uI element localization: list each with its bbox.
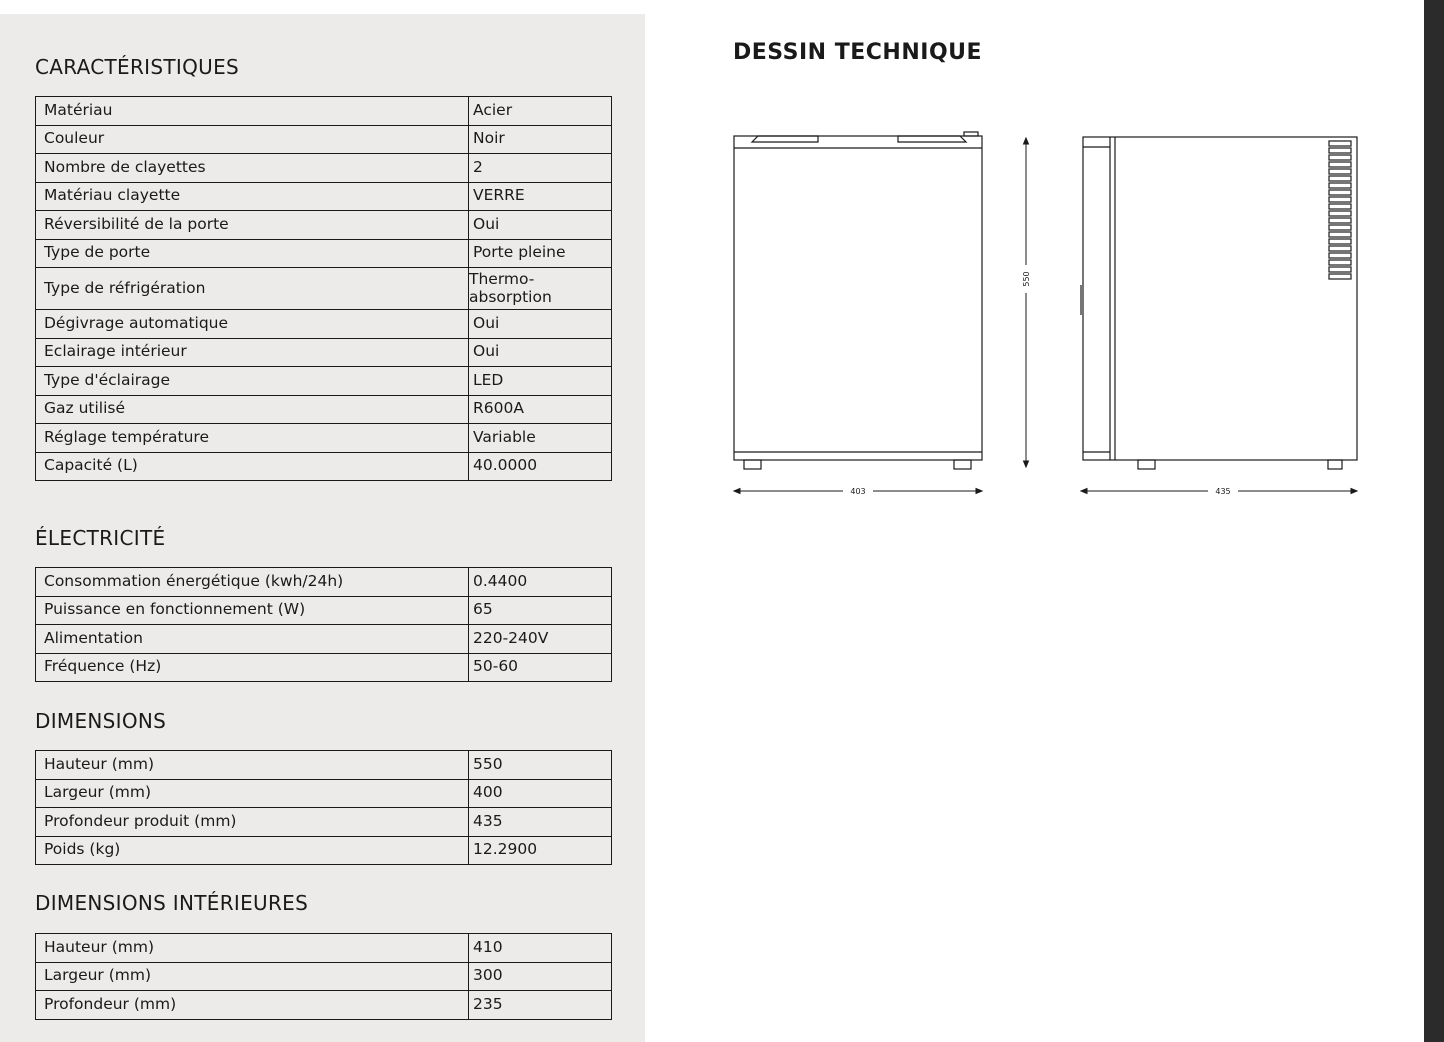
front-foot-right: [954, 460, 971, 469]
table-row: [36, 934, 612, 963]
spec-value: VERRE: [469, 182, 612, 211]
table-row: [36, 268, 612, 310]
spec-label: Hauteur (mm): [36, 934, 469, 963]
table-row: [36, 97, 612, 126]
spec-value: Oui: [469, 211, 612, 240]
spec-label: Matériau clayette: [36, 182, 469, 211]
height-dimension-label: 550: [1022, 271, 1031, 287]
spec-label: Capacité (L): [36, 452, 469, 481]
spec-label: Consommation énergétique (kwh/24h): [36, 568, 469, 597]
spec-value: 50-60: [469, 653, 612, 682]
spec-value: 550: [469, 751, 612, 780]
table-row: [36, 568, 612, 597]
spec-label: Hauteur (mm): [36, 751, 469, 780]
technical-drawing: [720, 120, 1370, 510]
width-dimension-label: 403: [850, 487, 866, 496]
table-row: [36, 338, 612, 367]
section-title-dimensions: DIMENSIONS: [35, 709, 167, 733]
spec-label: Réversibilité de la porte: [36, 211, 469, 240]
caracteristiques-table: [35, 96, 612, 481]
front-body: [734, 136, 982, 460]
table-row: [36, 395, 612, 424]
spec-value: 400: [469, 779, 612, 808]
spec-label: Couleur: [36, 125, 469, 154]
table-row: [36, 596, 612, 625]
table-row: [36, 452, 612, 481]
spec-label: Eclairage intérieur: [36, 338, 469, 367]
table-row: [36, 808, 612, 837]
table-row: [36, 991, 612, 1020]
table-row: [36, 182, 612, 211]
front-view: [734, 132, 982, 469]
spec-value: 65: [469, 596, 612, 625]
table-row: [36, 424, 612, 453]
spec-label: Type de porte: [36, 239, 469, 268]
table-row: [36, 211, 612, 240]
spec-value: 2: [469, 154, 612, 183]
table-row: [36, 653, 612, 682]
spec-label: Type d'éclairage: [36, 367, 469, 396]
table-row: [36, 751, 612, 780]
dimensions-table: [35, 750, 612, 865]
spec-value: 12.2900: [469, 836, 612, 865]
electricite-table: [35, 567, 612, 682]
spec-label: Réglage température: [36, 424, 469, 453]
spec-value: R600A: [469, 395, 612, 424]
spec-label: Largeur (mm): [36, 962, 469, 991]
table-row: [36, 310, 612, 339]
side-body: [1083, 137, 1357, 460]
drawing-title: DESSIN TECHNIQUE: [733, 40, 983, 65]
table-row: [36, 779, 612, 808]
front-foot-left: [744, 460, 761, 469]
dimensions-interieures-table: [35, 933, 612, 1020]
front-handle-left: [752, 136, 818, 142]
table-row: [36, 154, 612, 183]
spec-value: 220-240V: [469, 625, 612, 654]
spec-value: 235: [469, 991, 612, 1020]
table-row: [36, 836, 612, 865]
spec-label: Largeur (mm): [36, 779, 469, 808]
spec-label: Puissance en fonctionnement (W): [36, 596, 469, 625]
window-edge: [1424, 0, 1444, 1042]
spec-value: 410: [469, 934, 612, 963]
side-view: [1081, 137, 1357, 469]
spec-label: Gaz utilisé: [36, 395, 469, 424]
height-dimension: [1024, 138, 1029, 467]
depth-dimension-label: 435: [1215, 487, 1231, 496]
spec-label: Type de réfrigération: [36, 268, 469, 310]
table-row: [36, 625, 612, 654]
table-row: [36, 962, 612, 991]
spec-label: Nombre de clayettes: [36, 154, 469, 183]
spec-value: Noir: [469, 125, 612, 154]
top-margin: [0, 0, 1424, 14]
side-foot-left: [1138, 460, 1155, 469]
section-title-caracteristiques: CARACTÉRISTIQUES: [35, 55, 239, 79]
spec-label: Fréquence (Hz): [36, 653, 469, 682]
spec-label: Poids (kg): [36, 836, 469, 865]
specifications-panel: [0, 14, 645, 1042]
spec-value: LED: [469, 367, 612, 396]
spec-label: Profondeur produit (mm): [36, 808, 469, 837]
spec-value: 40.0000: [469, 452, 612, 481]
spec-value: Porte pleine: [469, 239, 612, 268]
spec-value: Oui: [469, 338, 612, 367]
spec-value: 435: [469, 808, 612, 837]
spec-label: Profondeur (mm): [36, 991, 469, 1020]
table-row: [36, 367, 612, 396]
spec-label: Matériau: [36, 97, 469, 126]
spec-value: 0.4400: [469, 568, 612, 597]
ventilation-grille: [1329, 141, 1351, 279]
front-handle-right: [898, 136, 966, 142]
spec-value: Acier: [469, 97, 612, 126]
spec-label: Alimentation: [36, 625, 469, 654]
spec-value: Oui: [469, 310, 612, 339]
section-title-dimensions-interieures: DIMENSIONS INTÉRIEURES: [35, 891, 309, 915]
spec-label: Dégivrage automatique: [36, 310, 469, 339]
spec-value: Thermo-absorption: [469, 268, 612, 310]
side-foot-right: [1328, 460, 1342, 469]
spec-value: Variable: [469, 424, 612, 453]
table-row: [36, 239, 612, 268]
spec-value: 300: [469, 962, 612, 991]
section-title-electricite: ÉLECTRICITÉ: [35, 526, 166, 550]
table-row: [36, 125, 612, 154]
